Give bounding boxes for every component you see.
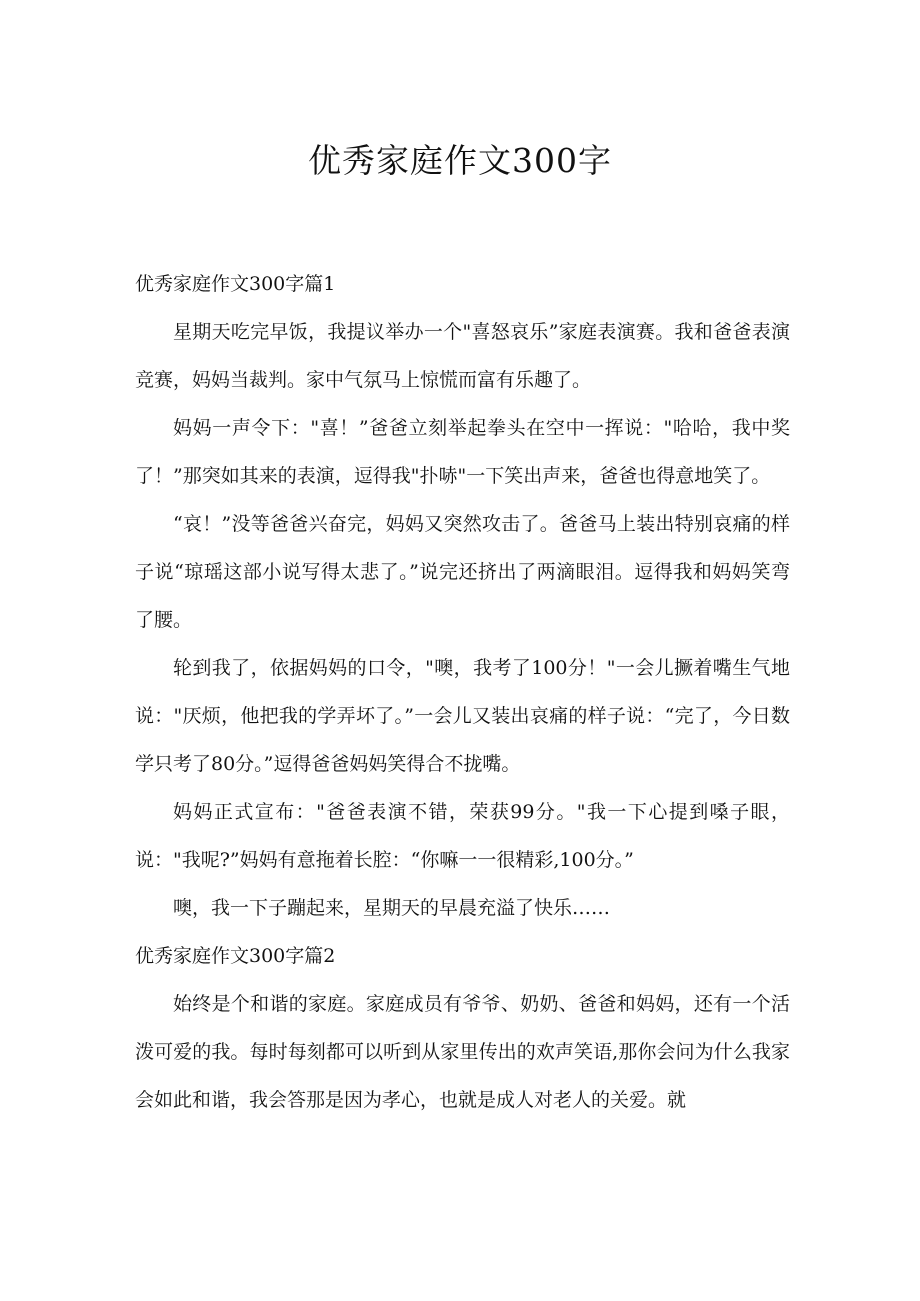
section-heading: 优秀家庭作文300字篇1 <box>135 273 336 295</box>
paragraph: 噢，我一下子蹦起来，星期天的早晨充溢了快乐…… <box>173 897 611 919</box>
document-body <box>135 260 790 1124</box>
paragraph: “哀！”没等爸爸兴奋完，妈妈又突然攻击了。爸爸马上装出特别哀痛的样子说“琼瑶这部小说写得太悲了。”说完还挤出了两滴眼泪。逗得我和妈妈笑弯了腰。 <box>135 513 790 631</box>
paragraph: 始终是个和谐的家庭。家庭成员有爷爷、奶奶、爸爸和妈妈，还有一个活泼可爱的我。每时每刻都可以听到从家里传出的欢声笑语,那你会问为什么我家会如此和谐，我会答那是因为孝心，也就是成人对老人的关爱。就 <box>135 993 790 1111</box>
paragraph: 轮到我了，依据妈妈的口令，"噢，我考了100分！"一会儿撅着嘴生气地说："厌烦，他把我的学弄坏了。”一会儿又装出哀痛的样子说：“完了，今日数学只考了80分。”逗得爸爸妈妈笑得合不拢嘴。 <box>135 657 790 775</box>
section-heading: 优秀家庭作文300字篇2 <box>135 945 336 967</box>
paragraph: 妈妈一声令下："喜！”爸爸立刻举起拳头在空中一挥说："哈哈，我中奖了！”那突如其来的表演，逗得我"扑哧"一下笑出声来，爸爸也得意地笑了。 <box>135 417 790 487</box>
page-title: 优秀家庭作文300字 <box>308 141 612 180</box>
paragraph: 妈妈正式宣布："爸爸表演不错，荣获99分。"我一下心提到嗓子眼，说："我呢?”妈妈有意拖着长腔：“你嘛一一很精彩,100分。” <box>135 801 790 871</box>
paragraph: 星期天吃完早饭，我提议举办一个"喜怒哀乐”家庭表演赛。我和爸爸表演竞赛，妈妈当裁判。家中气氛马上惊慌而富有乐趣了。 <box>135 321 790 391</box>
